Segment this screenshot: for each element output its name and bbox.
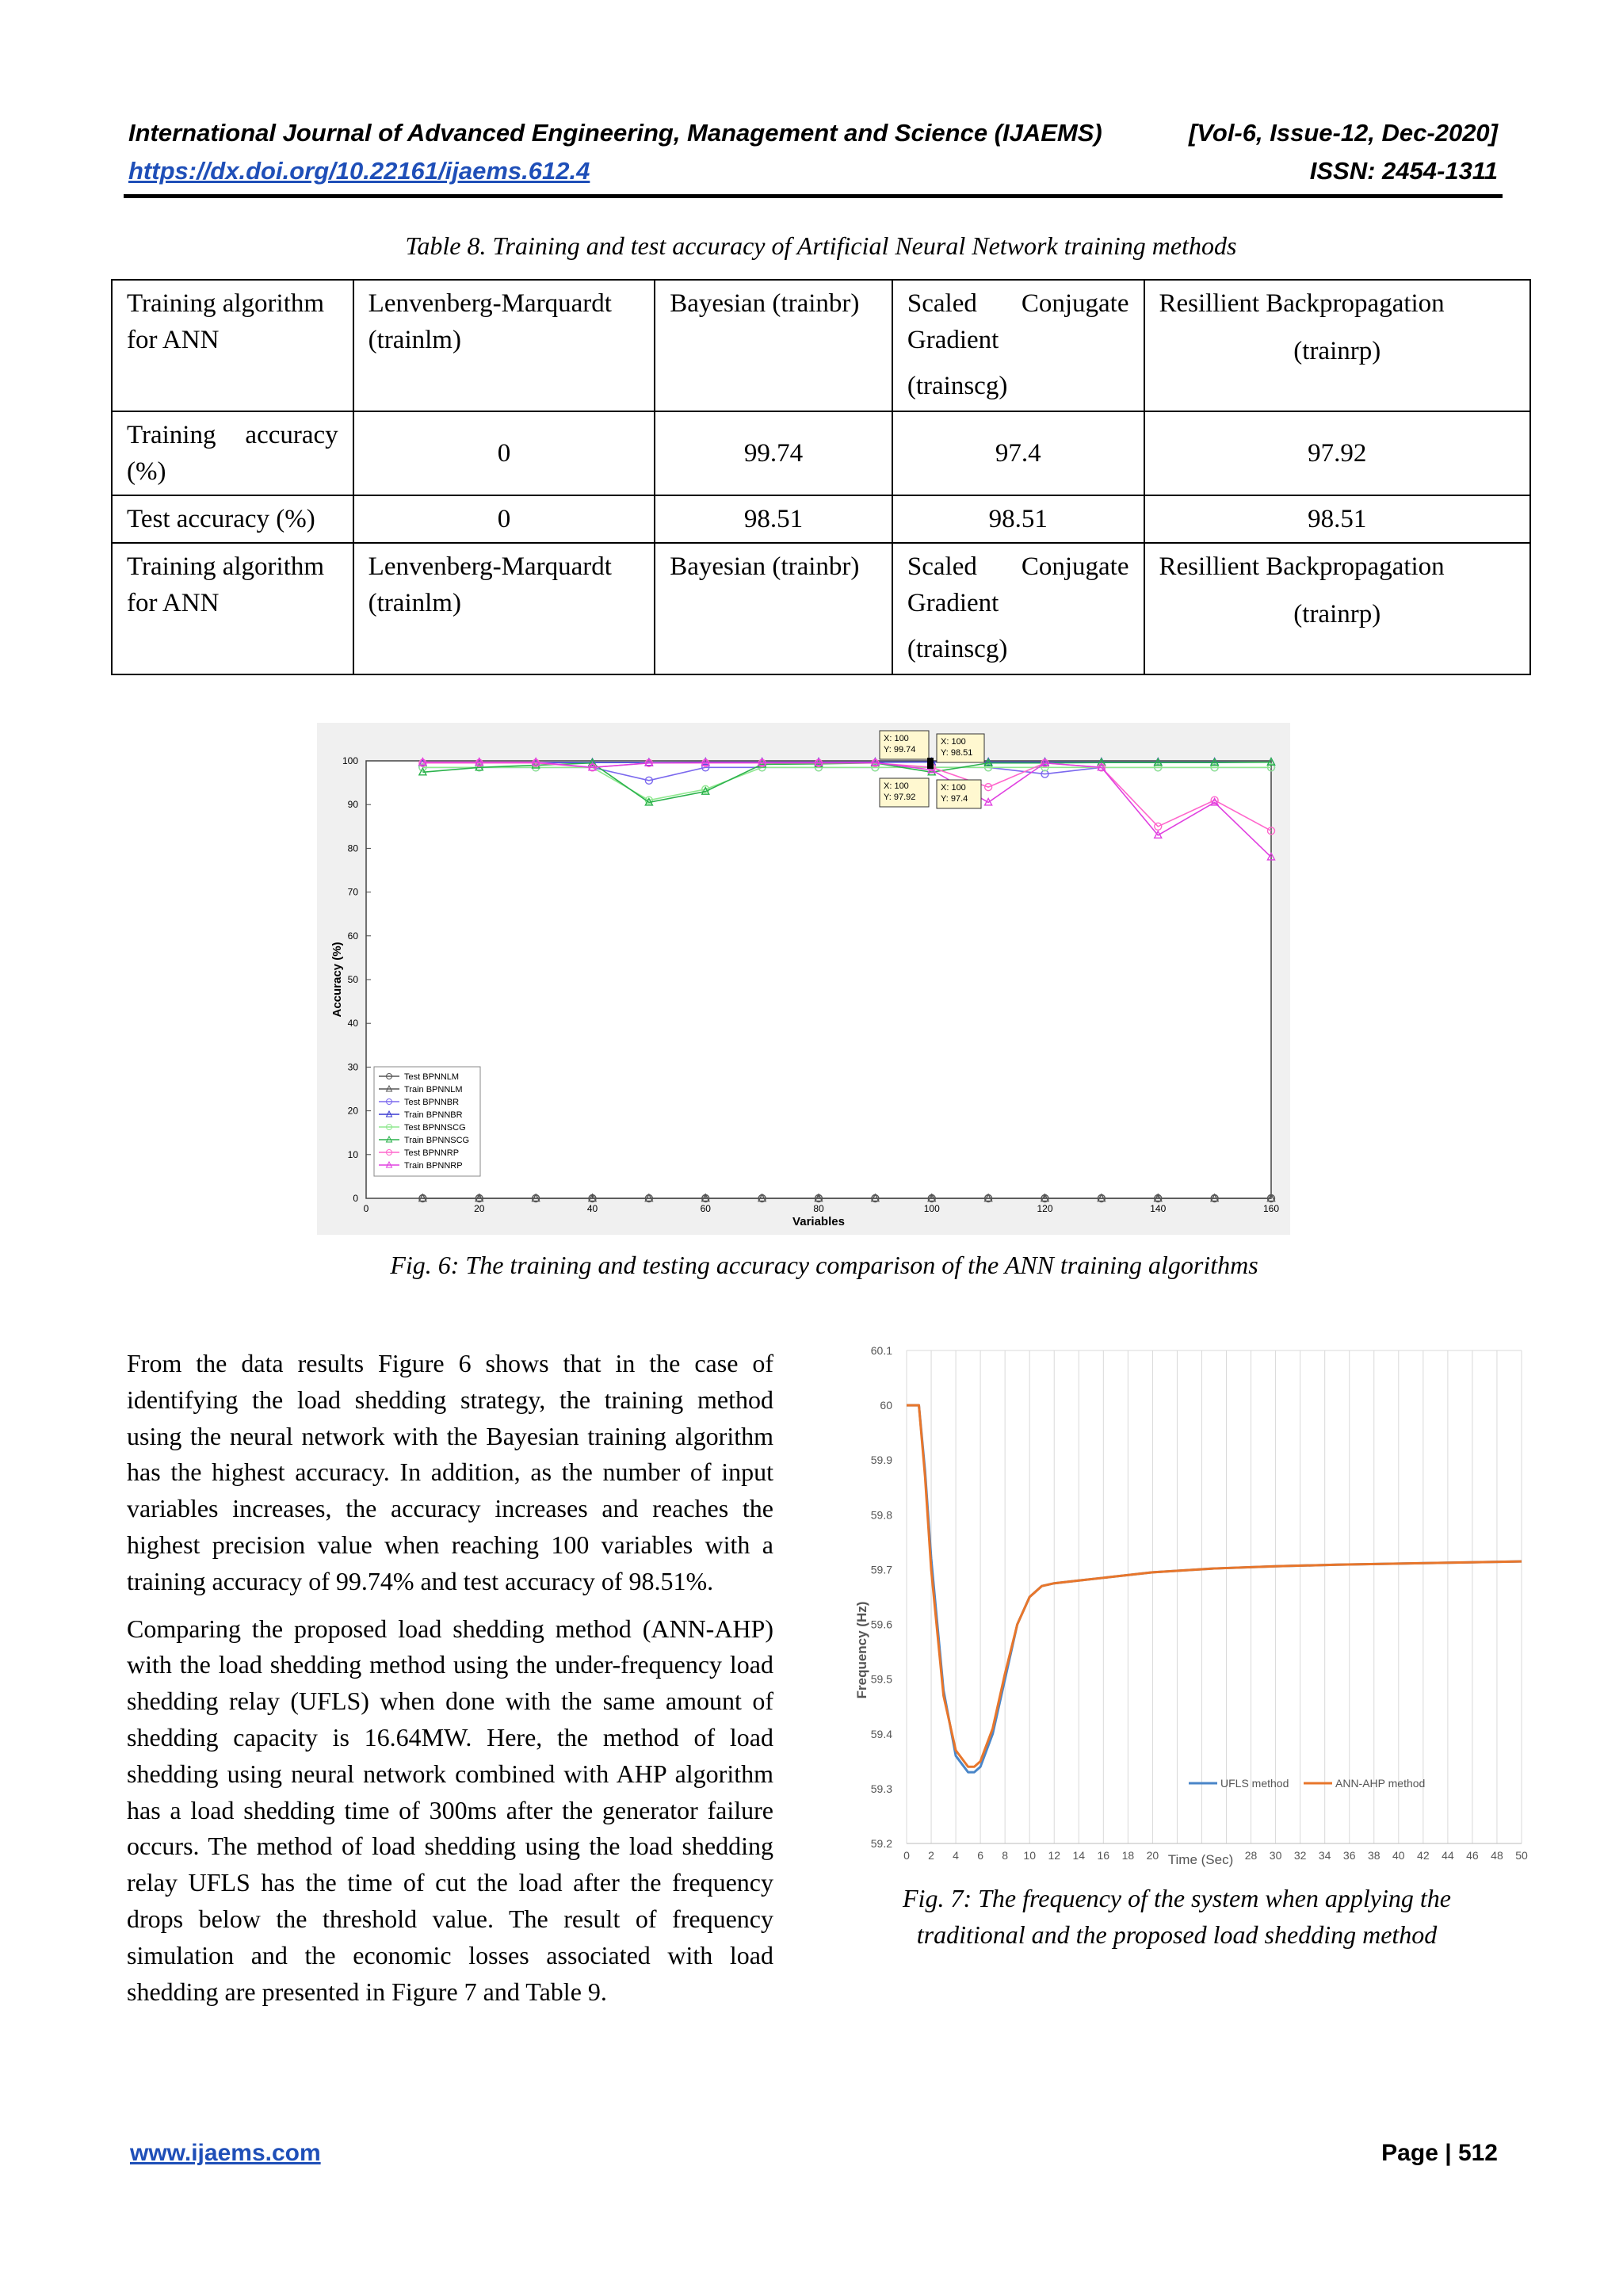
doi-header <box>128 157 1498 185</box>
x-tick-label: 160 <box>1262 1203 1280 1214</box>
table-cell: Resillient Backpropagation (trainrp) <box>1144 543 1530 674</box>
fig6-accuracy-chart <box>317 723 1290 1235</box>
table8 <box>111 279 1531 675</box>
x-tick-label: 20 <box>1146 1849 1159 1862</box>
doi-link[interactable]: https://dx.doi.org/10.22161/ijaems.612.4 <box>128 157 590 185</box>
x-axis-label: Variables <box>792 1215 845 1228</box>
table-cell: Training algorithm for ANN <box>112 543 353 674</box>
paragraph: Comparing the proposed load shedding method (ANN-AHP) with the load shedding method using the under-frequency load shedding relay (UFLS) when done with the same amount of shedding capacity is 16.64MW. Here, the method of load shedding using neural network combined with AHP algorithm has a load shedding time of 300ms after the generator failure occurs. The method of load shedding using the load shedding relay UFLS has the time of cut the load after the frequency drops below the threshold value. The result of frequency simulation and the economic losses associated with load shedding are presented in Figure 7 and Table 9. <box>127 1614 773 2006</box>
x-tick-label: 14 <box>1072 1849 1086 1862</box>
table-cell: 98.51 <box>655 495 892 543</box>
x-tick-label: 40 <box>586 1203 598 1214</box>
legend-label: Test BPNNLM <box>404 1072 460 1082</box>
x-tick-label: 32 <box>1293 1849 1307 1862</box>
x-tick-label: 0 <box>363 1203 369 1214</box>
body-text <box>127 1346 773 2021</box>
datatip-text: Y: 98.51 <box>941 748 973 758</box>
table-cell: Scaled Conjugate Gradient (trainscg) <box>892 280 1144 411</box>
x-tick-label: 10 <box>1023 1849 1036 1862</box>
x-tick-label: 30 <box>1269 1849 1282 1862</box>
fig7-frequency-chart <box>840 1339 1528 1870</box>
issn: ISSN: 2454-1311 <box>1309 157 1498 185</box>
table-cell: 98.51 <box>892 495 1144 543</box>
footer-site <box>130 2140 321 2167</box>
page-number: Page | 512 <box>1381 2140 1498 2166</box>
journal-header <box>128 119 1498 147</box>
legend-label: Train BPNNSCG <box>404 1136 470 1145</box>
x-tick-label: 20 <box>474 1203 485 1214</box>
y-tick-label: 30 <box>347 1061 358 1073</box>
y-tick-label: 59.5 <box>870 1672 892 1686</box>
x-tick-label: 16 <box>1097 1849 1110 1862</box>
legend-label: Train BPNNLM <box>404 1085 463 1095</box>
y-tick-label: 59.3 <box>870 1782 892 1795</box>
x-tick-label: 44 <box>1442 1849 1454 1862</box>
y-tick-label: 59.7 <box>870 1563 892 1576</box>
legend-label: Train BPNNBR <box>404 1110 463 1120</box>
x-tick-label: 12 <box>1048 1849 1061 1862</box>
table-cell: Training algorithm for ANN <box>112 280 353 411</box>
table-cell: 0 <box>353 495 655 543</box>
y-tick-label: 20 <box>347 1105 358 1117</box>
x-tick-label: 2 <box>928 1849 934 1862</box>
table-cell: 0 <box>353 411 655 495</box>
y-tick-label: 40 <box>347 1018 358 1030</box>
x-tick-label: 42 <box>1417 1849 1430 1862</box>
y-tick-label: 70 <box>347 886 358 898</box>
legend-label: ANN-AHP method <box>1335 1776 1426 1790</box>
datatip-text: X: 100 <box>884 734 909 743</box>
table-row <box>112 495 1530 543</box>
datatip-text: X: 100 <box>884 781 909 791</box>
x-tick-label: 48 <box>1491 1849 1503 1862</box>
journal-title: International Journal of Advanced Engineering, Management and Science (IJAEMS) <box>128 119 1102 147</box>
y-tick-label: 100 <box>342 755 358 766</box>
table-row <box>112 543 1530 674</box>
y-tick-label: 50 <box>347 974 358 985</box>
table-cell: 97.4 <box>892 411 1144 495</box>
datatip-text: Y: 97.4 <box>941 794 968 804</box>
table-cell: Training accuracy (%) <box>112 411 353 495</box>
x-axis-label: Time (Sec) <box>1167 1852 1234 1867</box>
y-tick-label: 10 <box>347 1148 358 1160</box>
y-tick-label: 59.4 <box>870 1727 892 1740</box>
x-tick-label: 140 <box>1150 1203 1167 1214</box>
y-tick-label: 60.1 <box>870 1344 892 1357</box>
y-axis-label: Accuracy (%) <box>330 942 344 1018</box>
x-tick-label: 40 <box>1392 1849 1405 1862</box>
table-cell: 97.92 <box>1144 411 1530 495</box>
legend-label: Test BPNNRP <box>404 1148 460 1158</box>
x-tick-label: 28 <box>1244 1849 1258 1862</box>
x-tick-label: 60 <box>700 1203 711 1214</box>
datatip-text: Y: 97.92 <box>884 793 916 802</box>
table-cell: Lenvenberg-Marquardt (trainlm) <box>353 543 655 674</box>
table-cell: Test accuracy (%) <box>112 495 353 543</box>
table-cell: Bayesian (trainbr) <box>655 280 892 411</box>
x-tick-label: 80 <box>813 1203 824 1214</box>
datatip-text: Y: 99.74 <box>884 745 916 755</box>
table-row <box>112 411 1530 495</box>
legend-box <box>374 1067 480 1176</box>
x-tick-label: 18 <box>1121 1849 1135 1862</box>
x-tick-label: 100 <box>923 1203 940 1214</box>
fig6-caption: Fig. 6: The training and testing accuracy comparison of the ANN training algorithms <box>390 1251 1258 1279</box>
legend-label: Test BPNNBR <box>404 1098 460 1107</box>
table8-caption: Table 8. Training and test accuracy of Artificial Neural Network training methods <box>405 231 1237 260</box>
legend-label: UFLS method <box>1220 1776 1289 1790</box>
table-cell: Bayesian (trainbr) <box>655 543 892 674</box>
y-tick-label: 59.2 <box>870 1837 892 1850</box>
y-tick-label: 0 <box>353 1193 358 1204</box>
x-tick-label: 46 <box>1466 1849 1479 1862</box>
datatip-text: X: 100 <box>941 783 966 793</box>
table-cell: Lenvenberg-Marquardt (trainlm) <box>353 280 655 411</box>
x-tick-label: 6 <box>977 1849 984 1862</box>
x-tick-label: 4 <box>953 1849 959 1862</box>
y-axis-label: Frequency (Hz) <box>854 1601 869 1699</box>
fig7-caption: Fig. 7: The frequency of the system when applying the traditional and the proposed load shedding method <box>903 1884 1451 1949</box>
legend-label: Test BPNNSCG <box>404 1123 466 1133</box>
paragraph: From the data results Figure 6 shows that in the case of identifying the load shedding strategy, the training method using the neural network with the Bayesian training algorithm has the highest accuracy. In addition, as the number of input variables increases, the accuracy increases and reaches the highest precision value when reaching 100 variables with a training accuracy of 99.74% and test accuracy of 98.51%. <box>127 1349 773 1595</box>
table-cell: 98.51 <box>1144 495 1530 543</box>
x-tick-label: 0 <box>903 1849 910 1862</box>
volume-info: [Vol-6, Issue-12, Dec-2020] <box>1189 119 1498 147</box>
x-tick-label: 34 <box>1318 1849 1331 1862</box>
x-tick-label: 120 <box>1037 1203 1053 1214</box>
y-tick-label: 80 <box>347 842 358 854</box>
header-rule <box>124 194 1503 198</box>
table-cell: 99.74 <box>655 411 892 495</box>
table-row <box>112 280 1530 411</box>
x-tick-label: 36 <box>1342 1849 1356 1862</box>
table-cell: Scaled Conjugate Gradient (trainscg) <box>892 543 1144 674</box>
x-tick-label: 50 <box>1515 1849 1528 1862</box>
y-tick-label: 59.8 <box>870 1508 892 1522</box>
table-cell: Resillient Backpropagation (trainrp) <box>1144 280 1530 411</box>
x-tick-label: 38 <box>1367 1849 1381 1862</box>
legend-label: Train BPNNRP <box>404 1161 463 1171</box>
y-tick-label: 60 <box>880 1399 892 1412</box>
y-tick-label: 90 <box>347 799 358 811</box>
x-tick-label: 8 <box>1002 1849 1009 1862</box>
y-tick-label: 60 <box>347 930 358 942</box>
y-tick-label: 59.9 <box>870 1454 892 1467</box>
datatip-text: X: 100 <box>941 737 966 747</box>
y-tick-label: 59.6 <box>870 1618 892 1631</box>
site-link[interactable]: www.ijaems.com <box>130 2140 321 2166</box>
